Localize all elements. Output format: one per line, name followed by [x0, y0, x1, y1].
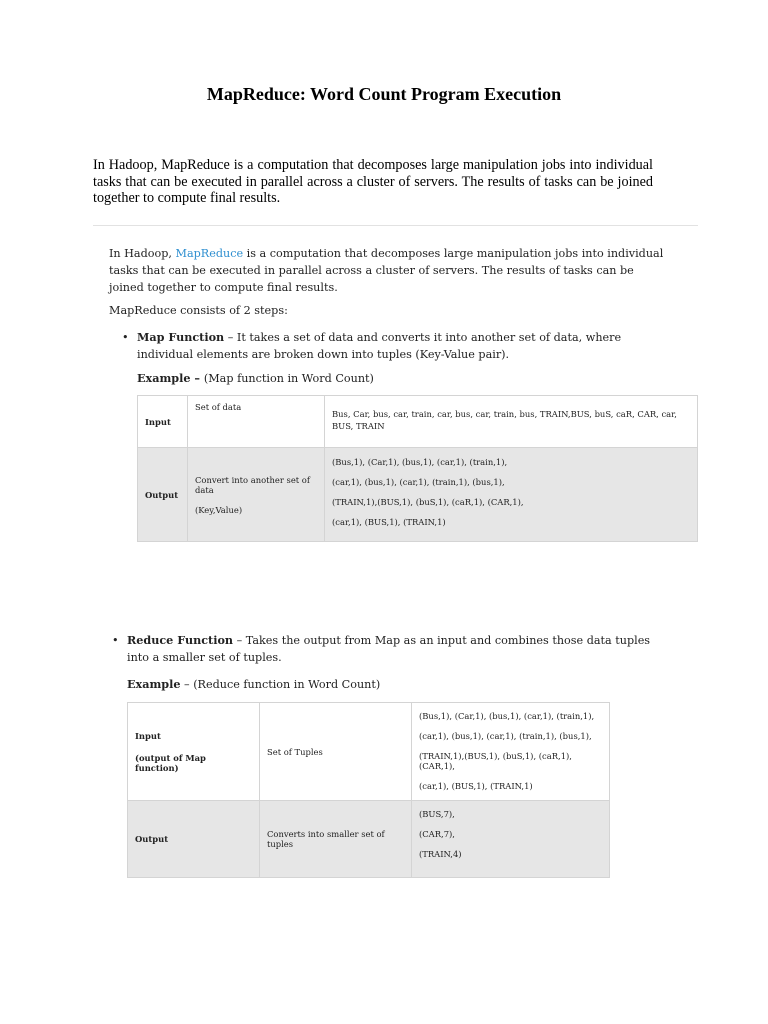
- reduce-function-bullet: [112, 632, 662, 666]
- divider: [93, 225, 698, 226]
- steps-intro: MapReduce consists of 2 steps:: [109, 304, 288, 317]
- tuple-line: (car,1), (bus,1), (car,1), (train,1), (bus,1),: [419, 731, 592, 741]
- tuple-line: (Bus,1), (Car,1), (bus,1), (car,1), (train,1),: [419, 711, 595, 721]
- mapreduce-link[interactable]: MapReduce: [175, 247, 244, 260]
- intro-text-after: is a computation that decomposes large manipulation jobs into individual tasks that can be executed in parallel across a cluster of servers. The results of tasks can be joined together to compute final results.: [109, 247, 664, 294]
- tuple-line: (CAR,7),: [419, 829, 455, 839]
- intro-paragraph: In Hadoop, MapReduce is a computation that decomposes large manipulation jobs into individual tasks that can be executed in parallel across a cluster of servers. The results of tasks can be joined together to compute final results.: [93, 157, 653, 206]
- intro-text-before: In Hadoop,: [109, 247, 176, 260]
- input-label: Input: [138, 396, 188, 448]
- map-function-text: – It takes a set of data and converts it into another set of data, where individual elements are broken down into tuples (Key-Value pair).: [137, 331, 622, 361]
- input-label-line: (output of Map function): [135, 752, 206, 773]
- reduce-example-caption: [127, 677, 380, 691]
- table-row: [138, 448, 698, 542]
- map-example-label: Example –: [137, 371, 204, 385]
- tuple-line: (TRAIN,1),(BUS,1), (buS,1), (caR,1), (CAR,1),: [332, 497, 524, 507]
- table-row: [128, 801, 610, 878]
- output-description: [188, 448, 325, 542]
- output-value: [412, 801, 610, 878]
- reduce-function-table: [127, 702, 610, 878]
- input-value: [412, 703, 610, 801]
- reduce-example-text: – (Reduce function in Word Count): [180, 678, 381, 691]
- map-function-bullet: [122, 329, 672, 363]
- input-value: Bus, Car, bus, car, train, car, bus, car, train, bus, TRAIN,BUS, buS, caR, CAR, car, BUS, TRAIN: [325, 396, 698, 448]
- reduce-function-heading: Reduce Function: [127, 633, 234, 647]
- output-description-line: Convert into another set of data: [195, 474, 310, 495]
- map-example-text: (Map function in Word Count): [203, 372, 374, 385]
- tuple-line: (TRAIN,1),(BUS,1), (buS,1), (caR,1), (CAR,1),: [419, 751, 572, 771]
- reduce-example-label: Example: [127, 677, 181, 691]
- tuple-line: (car,1), (BUS,1), (TRAIN,1): [332, 517, 446, 527]
- output-label: Output: [128, 801, 260, 878]
- output-description-line: (Key,Value): [195, 504, 243, 515]
- output-label: Output: [138, 448, 188, 542]
- tuple-line: (car,1), (bus,1), (car,1), (train,1), (bus,1),: [332, 477, 505, 487]
- table-row: [138, 396, 698, 448]
- reduce-function-text: – Takes the output from Map as an input and combines those data tuples into a smaller set of tuples.: [127, 634, 651, 664]
- input-description: Set of Tuples: [260, 703, 412, 801]
- tuple-line: (Bus,1), (Car,1), (bus,1), (car,1), (train,1),: [332, 457, 508, 467]
- screenshot-intro-paragraph: [109, 245, 669, 296]
- tuple-line: (BUS,7),: [419, 809, 455, 819]
- bullet-icon: •: [122, 331, 129, 344]
- table-row: [128, 703, 610, 801]
- page-title: MapReduce: Word Count Program Execution: [206, 84, 562, 104]
- bullet-icon: •: [112, 634, 119, 647]
- map-function-heading: Map Function: [137, 330, 225, 344]
- map-example-caption: [137, 371, 374, 385]
- input-label-line: Input: [135, 730, 161, 741]
- output-description: Converts into smaller set of tuples: [260, 801, 412, 878]
- input-description: Set of data: [188, 396, 325, 448]
- output-value: [325, 448, 698, 542]
- tuple-line: (car,1), (BUS,1), (TRAIN,1): [419, 781, 533, 791]
- map-function-table: [137, 395, 698, 542]
- input-label: [128, 703, 260, 801]
- tuple-line: (TRAIN,4): [419, 849, 462, 859]
